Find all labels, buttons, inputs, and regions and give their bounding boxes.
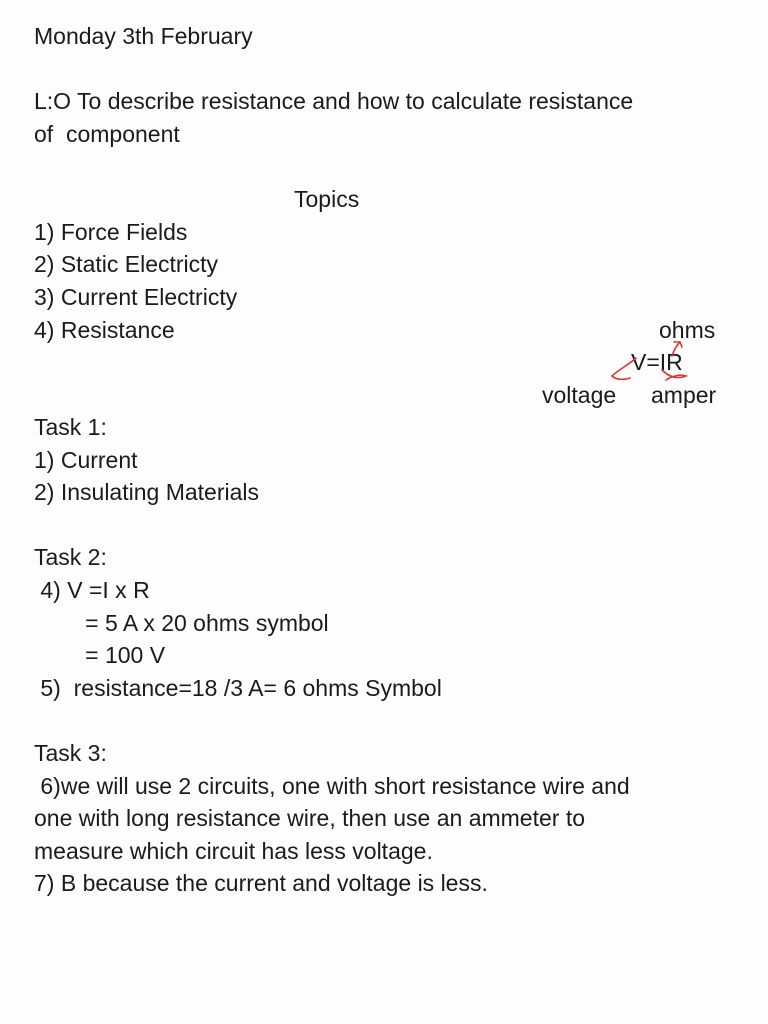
amper-label: amper — [651, 382, 717, 408]
task2-line: = 100 V — [34, 642, 166, 668]
task2-line: 5) resistance=18 /3 A= 6 ohms Symbol — [34, 675, 442, 701]
task2-heading: Task 2: — [34, 544, 107, 570]
task1-item: 2) Insulating Materials — [34, 479, 259, 505]
task3-line: 6)we will use 2 circuits, one with short resistance wire and — [34, 773, 630, 799]
task3-line: one with long resistance wire, then use an ammeter to — [34, 805, 586, 831]
task2-line: 4) V =I x R — [34, 577, 150, 603]
topic-item: 1) Force Fields — [34, 219, 188, 245]
topics-heading: Topics — [294, 186, 360, 212]
voltage-label: voltage — [542, 382, 617, 408]
task1-heading: Task 1: — [34, 414, 107, 440]
learning-objective-line-2: of component — [34, 121, 180, 147]
topic-item: 4) Resistance — [34, 317, 175, 343]
task2-line: = 5 A x 20 ohms symbol — [34, 610, 329, 636]
task3-line: measure which circuit has less voltage. — [34, 838, 433, 864]
learning-objective-line-1: L:O To describe resistance and how to calculate resistance — [34, 88, 634, 114]
task3-line: 7) B because the current and voltage is less. — [34, 870, 488, 896]
date-heading: Monday 3th February — [34, 23, 253, 49]
handwritten-arrows-icon — [600, 330, 700, 390]
ohms-label: ohms — [659, 317, 716, 343]
task1-item: 1) Current — [34, 447, 138, 473]
topic-item: 3) Current Electricty — [34, 284, 238, 310]
topic-item: 2) Static Electricty — [34, 251, 219, 277]
formula-vir: V=IR — [631, 349, 683, 375]
task3-heading: Task 3: — [34, 740, 107, 766]
